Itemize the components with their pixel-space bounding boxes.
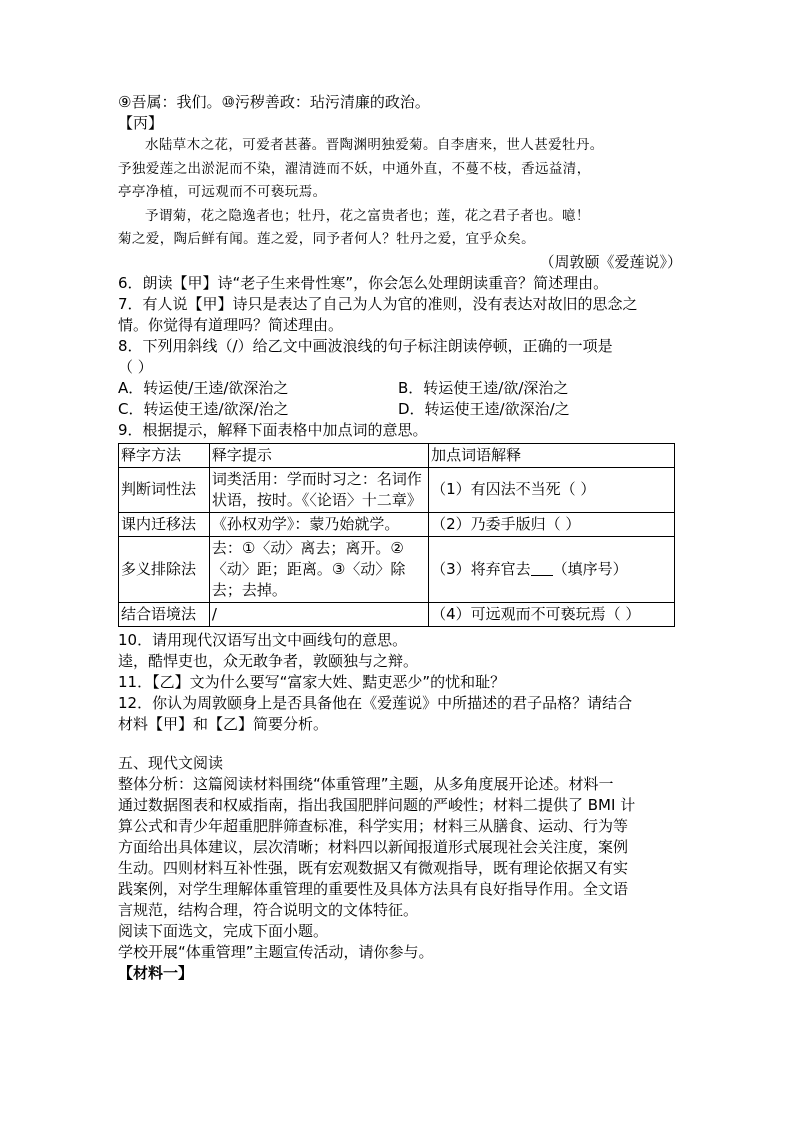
table-cell-answer: （2）乃委手版归（ ） — [429, 512, 675, 536]
question-9: 9．根据提示，解释下面表格中加点词的意思。 — [118, 420, 428, 439]
question-8-options-row-2 — [118, 399, 684, 420]
answer-blank — [531, 561, 553, 576]
bing-text-line-4: 予谓菊，花之隐逸者也；牡丹，花之富贵者也；莲，花之君子者也。噫！ — [145, 207, 590, 224]
table-header-cell: 释字方法 — [119, 443, 210, 467]
table-header-cell: 释字提示 — [209, 443, 428, 467]
table-cell-hint: 词类活用：学而时习之：名词作状语，按时。《〈论语〉十二章》 — [209, 467, 428, 512]
analysis-line-7: 言规范，结构合理，符合说明文的文体特征。 — [118, 900, 419, 919]
table-row — [119, 467, 675, 512]
question-8-line-1: 8．下列用斜线（/）给乙文中画波浪线的句子标注朗读停顿，正确的一项是 — [118, 336, 613, 355]
analysis-line-3: 算公式和青少年超重肥胖筛查标准，科学实用；材料三从膳食、运动、行为等 — [118, 816, 629, 835]
table-cell-answer: （4）可远观而不可亵玩焉（ ） — [429, 602, 675, 626]
bing-text-line-3: 亭亭净植，可远观而不可亵玩焉。 — [118, 184, 327, 200]
answer-text: （3）将弃官去 — [431, 559, 531, 578]
table-row — [119, 602, 675, 626]
bing-label: 【丙】 — [118, 114, 164, 132]
question-12-line-1: 12．你认为周敦颐身上是否具备他在《爱莲说》中所描述的君子品格？请结合 — [118, 693, 633, 712]
analysis-line-6: 践案例，对学生理解体重管理的重要性及具体方法具有良好指导作用。全文语 — [118, 879, 629, 898]
question-12-line-2: 材料【甲】和【乙】简要分析。 — [118, 714, 329, 733]
option-a: A．转运使/王逵/欲深治之 — [118, 378, 289, 397]
table-cell-method: 判断词性法 — [119, 467, 210, 512]
table-cell-hint: 《孙权劝学》：蒙乃始就学。 — [209, 512, 428, 536]
table-cell-answer: （1）有囚法不当死（ ） — [429, 467, 675, 512]
activity-intro: 学校开展“体重管理”主题宣传活动，请你参与。 — [118, 942, 434, 961]
table-cell-method: 多义排除法 — [119, 536, 210, 602]
question-7-line-1: 7．有人说【甲】诗只是表达了自己为人为官的准则，没有表达对故旧的思念之 — [118, 294, 638, 313]
option-d: D．转运使王逵/欲深治/之 — [398, 399, 570, 418]
answer-text-suffix: （填序号） — [552, 559, 628, 578]
question-6: 6．朗读【甲】诗“老子生来骨性寒”，你会怎么处理朗读重音？简述理由。 — [118, 273, 609, 292]
section-5-title: 五、现代文阅读 — [118, 753, 224, 772]
reading-instruction: 阅读下面选文，完成下面小题。 — [118, 921, 329, 940]
table-row — [119, 536, 675, 602]
table-row — [119, 512, 675, 536]
option-b: B．转运使王逵/欲/深治之 — [398, 378, 569, 397]
question-7-line-2: 情。你觉得有道理吗？简述理由。 — [118, 315, 344, 334]
table-cell-hint: / — [209, 602, 428, 626]
table-cell-hint: 去：①〈动〉离去；离开。②〈动〉距；距离。③〈动〉除去；去掉。 — [209, 536, 428, 602]
table-cell-method: 课内迁移法 — [119, 512, 210, 536]
analysis-line-1: 整体分析：这篇阅读材料围绕“体重管理”主题，从多角度展开论述。材料一 — [118, 774, 614, 793]
table-header-row — [119, 443, 675, 467]
table-header-cell: 加点词语解释 — [429, 443, 675, 467]
question-11: 11．【乙】文为什么要写“富家大姓、黠吏恶少”的忧和耻？ — [118, 672, 506, 691]
bing-text-line-1: 水陆草木之花，可爱者甚蕃。晋陶渊明独爱菊。自李唐来，世人甚爱牡丹。 — [145, 137, 604, 153]
material-1-label: 【材料一】 — [118, 963, 194, 982]
word-explanation-table — [118, 443, 675, 627]
bing-text-line-5: 菊之爱，陶后鲜有闻。莲之爱，同予者何人？牡丹之爱，宜乎众矣。 — [118, 231, 535, 247]
notes-line: ⑨吾属：我们。⑩污秽善政：玷污清廉的政治。 — [118, 93, 430, 111]
table-cell-method: 结合语境法 — [119, 602, 210, 626]
analysis-line-4: 方面给出具体建议，层次清晰；材料四以新闻报道形式展现社会关注度，案例 — [118, 837, 629, 856]
table-cell-answer — [429, 536, 675, 602]
option-c: C．转运使王逵/欲深/治之 — [118, 399, 289, 418]
question-10: 10．请用现代汉语写出文中画线句的意思。 — [118, 630, 408, 649]
question-8-options-row-1 — [118, 378, 684, 399]
document-page — [118, 92, 684, 984]
analysis-line-5: 生动。四则材料互补性强，既有宏观数据又有微观指导，既有理论依据又有实 — [118, 858, 629, 877]
bing-text-line-2: 予独爱莲之出淤泥而不染，濯清涟而不妖，中通外直，不蔓不枝，香远益清， — [118, 160, 591, 177]
bing-source: （周敦颐《爱莲说》） — [539, 252, 682, 271]
analysis-line-2: 通过数据图表和权威指南，指出我国肥胖问题的严峻性；材料二提供了 BMI 计 — [118, 795, 636, 814]
question-10-sentence: 逵，酷悍吏也，众无敢争者，敦颐独与之辩。 — [118, 651, 419, 670]
section-gap — [118, 735, 684, 753]
question-8-line-2: （ ） — [118, 357, 153, 376]
